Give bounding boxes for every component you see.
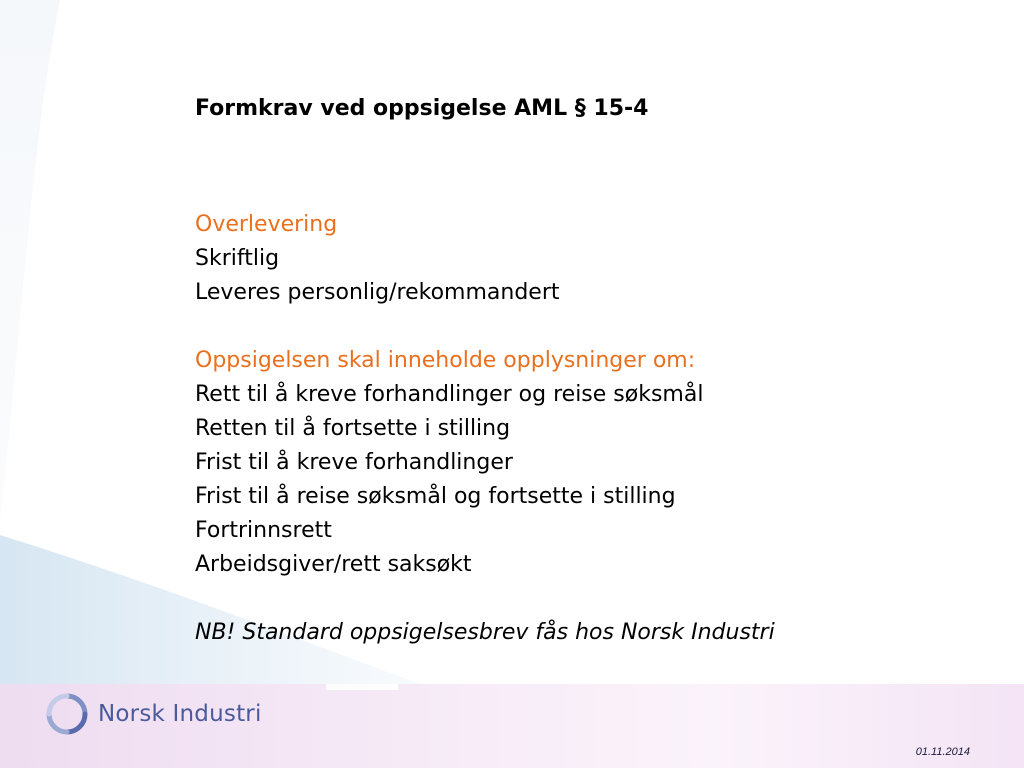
section-opplysninger	[195, 344, 995, 582]
ring-logo-icon	[44, 691, 90, 737]
section-heading-opplysninger: Oppsigelsen skal inneholde opplysninger om:	[195, 348, 696, 373]
slide-title: Formkrav ved oppsigelse AML § 15-4	[195, 96, 649, 121]
list-item: Frist til å kreve forhandlinger	[195, 450, 513, 475]
section-overlevering	[195, 208, 995, 310]
list-item: Arbeidsgiver/rett saksøkt	[195, 552, 472, 577]
slide-content	[195, 92, 995, 650]
slide-date: 01.11.2014	[915, 746, 970, 758]
note-text: NB! Standard oppsigelsesbrev fås hos Norsk Industri	[195, 620, 775, 645]
list-item: Leveres personlig/rekommandert	[195, 280, 560, 305]
section-heading-overlevering: Overlevering	[195, 212, 338, 237]
footer-highlight	[326, 684, 398, 690]
list-item: Frist til å reise søksmål og fortsette i stilling	[195, 484, 676, 509]
logo-text: Norsk Industri	[98, 701, 262, 727]
list-item: Retten til å fortsette i stilling	[195, 416, 511, 441]
norsk-industri-logo	[44, 690, 262, 738]
list-item: Rett til å kreve forhandlinger og reise søksmål	[195, 382, 704, 407]
list-item: Fortrinnsrett	[195, 518, 332, 543]
list-item: Skriftlig	[195, 246, 280, 271]
